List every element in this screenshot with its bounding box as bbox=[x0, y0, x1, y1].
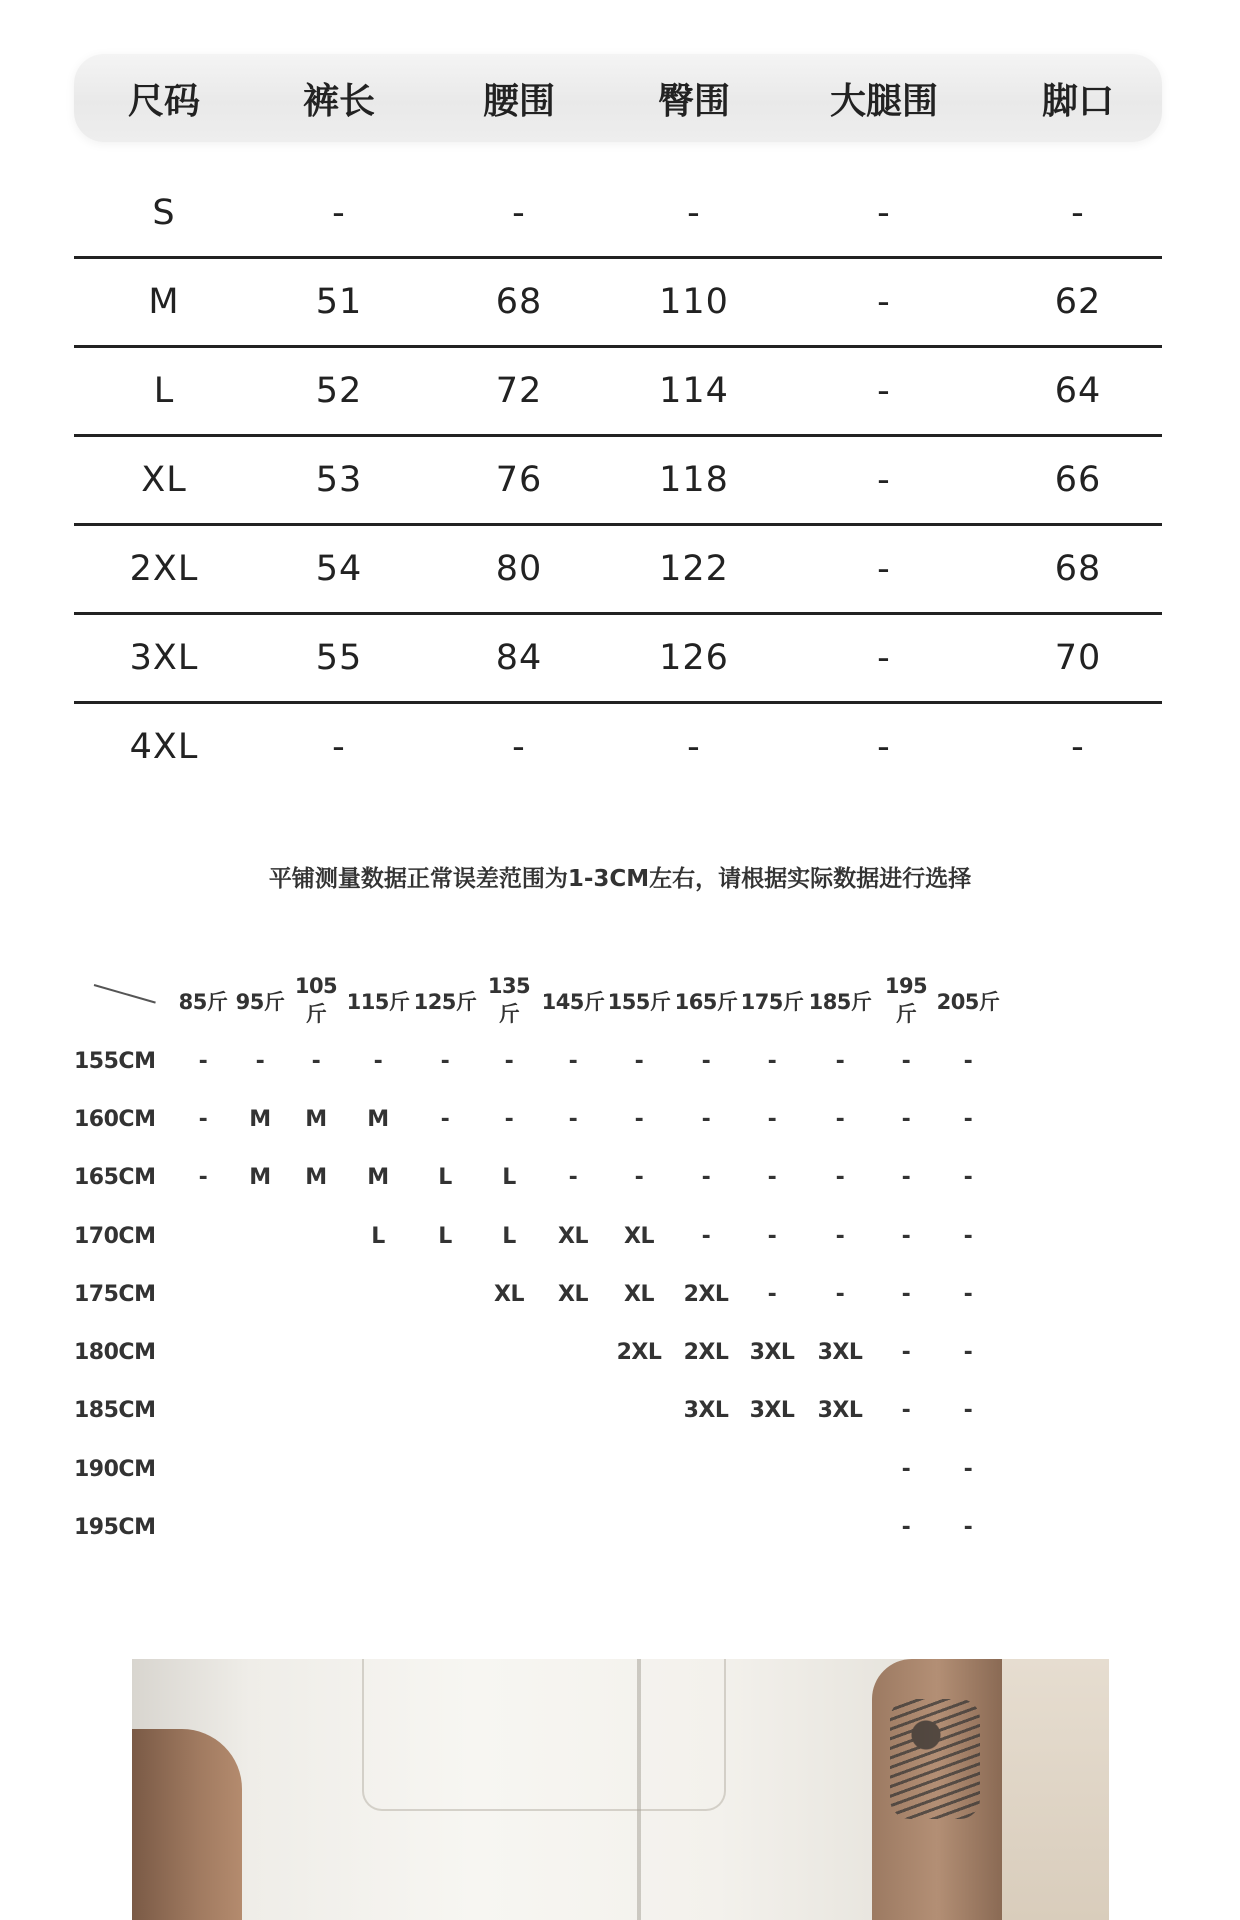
recommended-size-cell: M bbox=[305, 1165, 327, 1191]
size-cell-waist: - bbox=[512, 727, 526, 767]
weight-label: 195斤 bbox=[884, 974, 928, 1026]
size-cell-size: 3XL bbox=[129, 638, 199, 678]
recommended-size-cell: - bbox=[835, 1106, 845, 1132]
size-cell-size: XL bbox=[141, 460, 187, 500]
recommended-size-cell: - bbox=[901, 1398, 911, 1424]
recommended-size-cell: XL bbox=[558, 1223, 588, 1249]
recommended-size-cell: - bbox=[901, 1456, 911, 1482]
recommended-size-cell: L bbox=[502, 1223, 516, 1249]
diagonal-divider bbox=[94, 984, 156, 1004]
size-cell-hip: - bbox=[687, 727, 701, 767]
recommended-size-cell: XL bbox=[558, 1281, 588, 1307]
recommended-size-cell: M bbox=[367, 1106, 389, 1132]
size-cell-waist: - bbox=[512, 193, 526, 233]
size-cell-hem: - bbox=[1071, 727, 1085, 767]
size-cell-thigh: - bbox=[877, 371, 891, 411]
recommended-size-cell: L bbox=[502, 1165, 516, 1191]
height-row bbox=[74, 1265, 1174, 1323]
size-cell-size: L bbox=[153, 371, 175, 411]
size-cell-thigh: - bbox=[877, 193, 891, 233]
recommended-size-cell: - bbox=[835, 1048, 845, 1074]
height-row bbox=[74, 1498, 1174, 1556]
size-cell-length: 52 bbox=[315, 371, 363, 411]
size-cell-thigh: - bbox=[877, 460, 891, 500]
recommended-size-cell: 3XL bbox=[749, 1398, 795, 1424]
recommended-size-cell: - bbox=[767, 1281, 777, 1307]
weight-label: 125斤 bbox=[413, 990, 477, 1014]
size-cell-thigh: - bbox=[877, 638, 891, 678]
size-row bbox=[74, 259, 1162, 348]
height-label: 190CM bbox=[74, 1456, 156, 1482]
size-cell-length: 54 bbox=[315, 549, 363, 589]
header-size: 尺码 bbox=[127, 80, 200, 122]
recommended-size-cell: - bbox=[767, 1106, 777, 1132]
recommended-size-cell: - bbox=[901, 1340, 911, 1366]
height-label: 155CM bbox=[74, 1048, 156, 1074]
size-cell-size: 4XL bbox=[129, 727, 199, 767]
weight-label: 205斤 bbox=[936, 990, 1000, 1014]
recommended-size-cell: - bbox=[963, 1515, 973, 1541]
height-label: 170CM bbox=[74, 1223, 156, 1249]
header-thigh: 大腿围 bbox=[829, 80, 938, 122]
size-cell-waist: 72 bbox=[495, 371, 543, 411]
size-cell-hem: 66 bbox=[1054, 460, 1102, 500]
product-photo bbox=[132, 1659, 1109, 1920]
size-cell-length: - bbox=[332, 193, 346, 233]
height-label: 165CM bbox=[74, 1165, 156, 1191]
size-cell-thigh: - bbox=[877, 727, 891, 767]
size-cell-length: 55 bbox=[315, 638, 363, 678]
size-cell-thigh: - bbox=[877, 549, 891, 589]
size-row bbox=[74, 437, 1162, 526]
recommended-size-cell: - bbox=[901, 1165, 911, 1191]
recommended-size-cell: - bbox=[901, 1223, 911, 1249]
recommended-size-cell: - bbox=[901, 1281, 911, 1307]
recommended-size-cell: - bbox=[767, 1165, 777, 1191]
recommended-size-cell: - bbox=[255, 1048, 265, 1074]
size-cell-hip: 122 bbox=[659, 549, 729, 589]
size-cell-waist: 76 bbox=[495, 460, 543, 500]
size-cell-hip: 110 bbox=[659, 282, 729, 322]
size-row bbox=[74, 615, 1162, 704]
recommended-size-cell: - bbox=[901, 1515, 911, 1541]
recommended-size-cell: M bbox=[249, 1165, 271, 1191]
recommended-size-cell: - bbox=[835, 1281, 845, 1307]
recommended-size-cell: XL bbox=[624, 1223, 654, 1249]
recommended-size-cell: - bbox=[634, 1165, 644, 1191]
recommended-size-cell: - bbox=[634, 1048, 644, 1074]
recommended-size-cell: - bbox=[835, 1165, 845, 1191]
recommended-size-cell: - bbox=[901, 1106, 911, 1132]
recommended-size-cell: - bbox=[504, 1048, 514, 1074]
height-label: 180CM bbox=[74, 1340, 156, 1366]
recommended-size-cell: XL bbox=[494, 1281, 524, 1307]
recommended-size-cell: - bbox=[373, 1048, 383, 1074]
recommended-size-cell: - bbox=[963, 1281, 973, 1307]
size-cell-hip: 126 bbox=[659, 638, 729, 678]
size-cell-length: 53 bbox=[315, 460, 363, 500]
weight-label: 115斤 bbox=[346, 990, 410, 1014]
recommended-size-cell: 3XL bbox=[817, 1398, 863, 1424]
size-cell-size: S bbox=[152, 193, 176, 233]
recommended-size-cell: - bbox=[963, 1340, 973, 1366]
recommended-size-cell: - bbox=[568, 1165, 578, 1191]
recommended-size-cell: 3XL bbox=[817, 1340, 863, 1366]
weight-label: 165斤 bbox=[674, 990, 738, 1014]
size-cell-waist: 80 bbox=[495, 549, 543, 589]
size-recommendation-grid bbox=[74, 974, 1174, 1557]
recommended-size-cell: - bbox=[835, 1223, 845, 1249]
size-table bbox=[74, 54, 1162, 790]
height-rows bbox=[74, 1032, 1174, 1557]
recommended-size-cell: L bbox=[438, 1223, 452, 1249]
size-cell-waist: 68 bbox=[495, 282, 543, 322]
recommended-size-cell: - bbox=[701, 1223, 711, 1249]
recommended-size-cell: - bbox=[767, 1048, 777, 1074]
header-waist: 腰围 bbox=[482, 80, 555, 122]
weight-label: 175斤 bbox=[740, 990, 804, 1014]
photo-shirt-pocket bbox=[362, 1659, 726, 1811]
recommended-size-cell: - bbox=[634, 1106, 644, 1132]
weight-header-row bbox=[74, 974, 1174, 1026]
header-hem: 脚口 bbox=[1041, 80, 1114, 122]
size-row bbox=[74, 348, 1162, 437]
size-row bbox=[74, 170, 1162, 259]
recommended-size-cell: - bbox=[963, 1165, 973, 1191]
weight-label: 135斤 bbox=[487, 974, 531, 1026]
recommended-size-cell: M bbox=[305, 1106, 327, 1132]
header-hip: 臀围 bbox=[657, 80, 730, 122]
size-cell-hem: - bbox=[1071, 193, 1085, 233]
recommended-size-cell: 2XL bbox=[683, 1340, 729, 1366]
recommended-size-cell: L bbox=[438, 1165, 452, 1191]
height-label: 160CM bbox=[74, 1106, 156, 1132]
size-cell-length: - bbox=[332, 727, 346, 767]
recommended-size-cell: - bbox=[440, 1048, 450, 1074]
height-label: 175CM bbox=[74, 1281, 156, 1307]
size-cell-hem: 64 bbox=[1054, 371, 1102, 411]
recommended-size-cell: M bbox=[249, 1106, 271, 1132]
recommended-size-cell: - bbox=[568, 1106, 578, 1132]
size-cell-thigh: - bbox=[877, 282, 891, 322]
photo-left-arm bbox=[132, 1729, 242, 1920]
height-row bbox=[74, 1440, 1174, 1498]
header-length: 裤长 bbox=[302, 80, 375, 122]
photo-shirt-placket bbox=[637, 1659, 641, 1920]
weight-label: 105斤 bbox=[294, 974, 338, 1026]
photo-right-arm bbox=[872, 1659, 1002, 1920]
recommended-size-cell: - bbox=[963, 1048, 973, 1074]
recommended-size-cell: - bbox=[504, 1106, 514, 1132]
recommended-size-cell: 2XL bbox=[616, 1340, 662, 1366]
size-cell-size: M bbox=[148, 282, 180, 322]
recommended-size-cell: - bbox=[767, 1223, 777, 1249]
height-row bbox=[74, 1149, 1174, 1207]
photo-right-background bbox=[999, 1659, 1109, 1920]
recommended-size-cell: - bbox=[963, 1456, 973, 1482]
recommended-size-cell: 3XL bbox=[749, 1340, 795, 1366]
size-cell-hem: 62 bbox=[1054, 282, 1102, 322]
size-cell-hip: 114 bbox=[659, 371, 729, 411]
weight-label: 185斤 bbox=[808, 990, 872, 1014]
size-cell-length: 51 bbox=[315, 282, 363, 322]
recommended-size-cell: - bbox=[198, 1165, 208, 1191]
recommended-size-cell: - bbox=[701, 1048, 711, 1074]
recommended-size-cell: - bbox=[198, 1048, 208, 1074]
size-table-body bbox=[74, 170, 1162, 790]
size-row bbox=[74, 526, 1162, 615]
recommended-size-cell: - bbox=[901, 1048, 911, 1074]
height-row bbox=[74, 1323, 1174, 1381]
recommended-size-cell: - bbox=[198, 1106, 208, 1132]
size-cell-size: 2XL bbox=[129, 549, 199, 589]
weight-label: 85斤 bbox=[178, 990, 228, 1014]
recommended-size-cell: XL bbox=[624, 1281, 654, 1307]
recommended-size-cell: - bbox=[963, 1223, 973, 1249]
height-row bbox=[74, 1207, 1174, 1265]
weight-label: 155斤 bbox=[607, 990, 671, 1014]
size-cell-hem: 70 bbox=[1054, 638, 1102, 678]
size-table-header bbox=[74, 54, 1162, 142]
recommended-size-cell: 3XL bbox=[683, 1398, 729, 1424]
height-row bbox=[74, 1032, 1174, 1090]
recommended-size-cell: - bbox=[440, 1106, 450, 1132]
recommended-size-cell: - bbox=[701, 1165, 711, 1191]
size-cell-hip: 118 bbox=[659, 460, 729, 500]
height-row bbox=[74, 1382, 1174, 1440]
recommended-size-cell: - bbox=[963, 1398, 973, 1424]
recommended-size-cell: - bbox=[311, 1048, 321, 1074]
recommended-size-cell: - bbox=[568, 1048, 578, 1074]
weight-label: 145斤 bbox=[541, 990, 605, 1014]
recommended-size-cell: M bbox=[367, 1165, 389, 1191]
height-label: 195CM bbox=[74, 1515, 156, 1541]
height-row bbox=[74, 1090, 1174, 1148]
height-label: 185CM bbox=[74, 1398, 156, 1424]
recommended-size-cell: L bbox=[371, 1223, 385, 1249]
size-cell-hip: - bbox=[687, 193, 701, 233]
recommended-size-cell: - bbox=[701, 1106, 711, 1132]
measurement-note: 平铺测量数据正常误差范围为1-3CM左右，请根据实际数据进行选择 bbox=[268, 866, 972, 892]
size-row bbox=[74, 704, 1162, 790]
size-cell-hem: 68 bbox=[1054, 549, 1102, 589]
weight-label: 95斤 bbox=[235, 990, 285, 1014]
size-cell-waist: 84 bbox=[495, 638, 543, 678]
recommended-size-cell: 2XL bbox=[683, 1281, 729, 1307]
recommended-size-cell: - bbox=[963, 1106, 973, 1132]
photo-tattoo bbox=[890, 1699, 980, 1819]
